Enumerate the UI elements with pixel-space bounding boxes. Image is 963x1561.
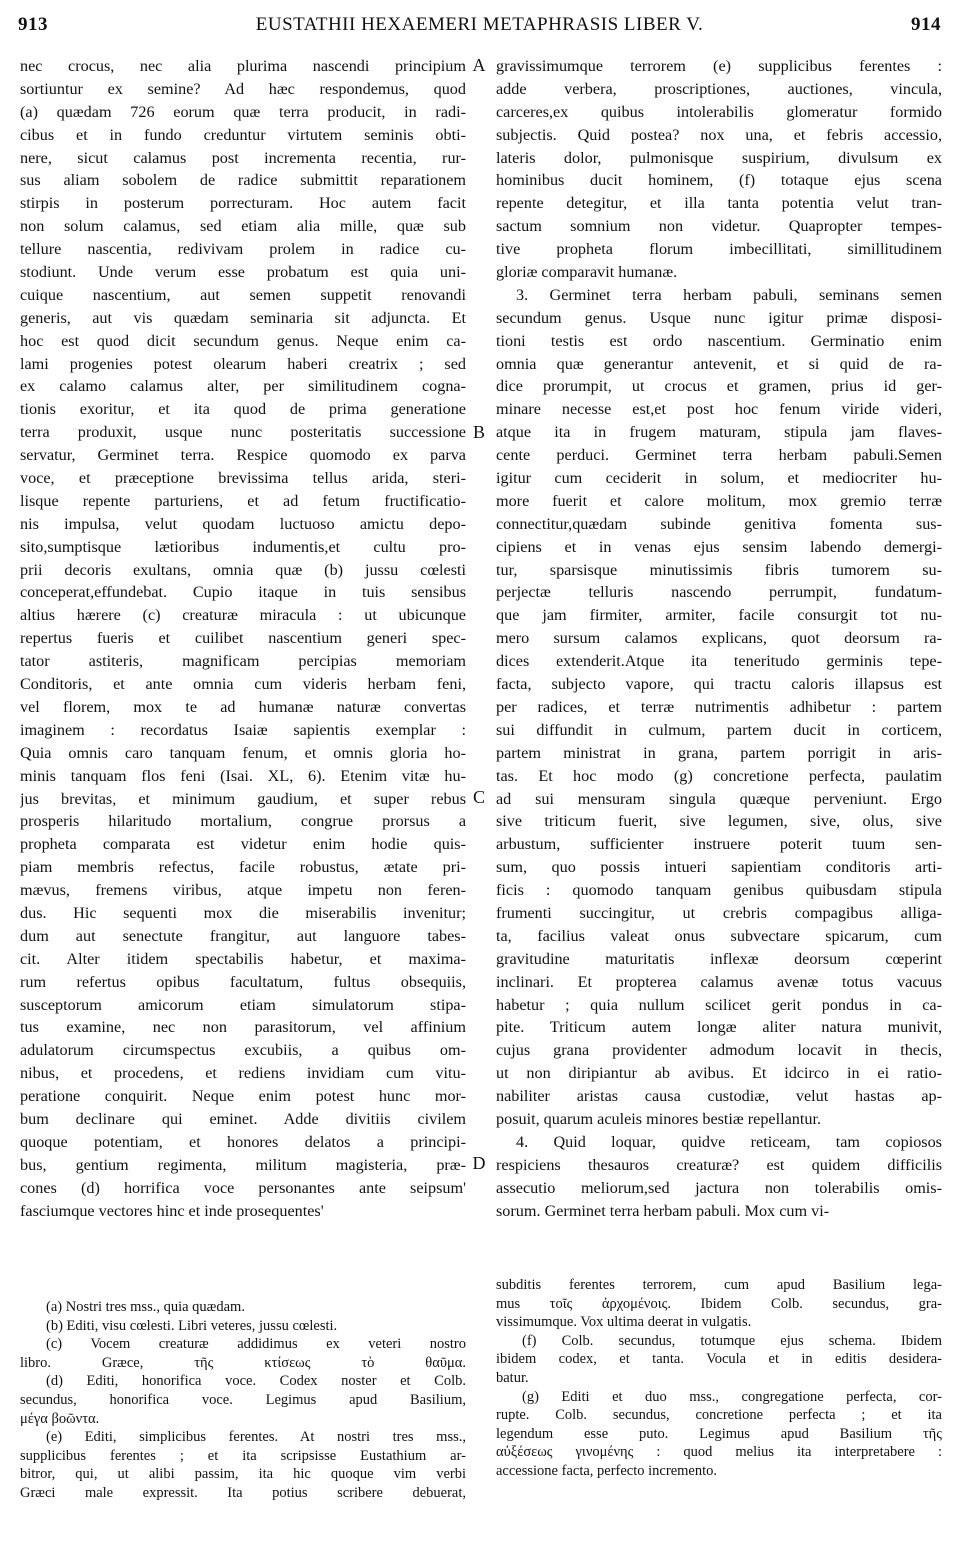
- page-title: EUSTATHII HEXAEMERI METAPHRASIS LIBER V.: [255, 14, 704, 35]
- footnote-line: libro. Græce, τῆς κτίσεως τὸ θαῦμα.: [20, 1354, 466, 1371]
- margin-letter-c: C: [472, 787, 485, 807]
- text-line: hoc est quod dicit secundum genus. Neque enim ca-: [20, 331, 466, 350]
- text-line: ad sui mensuram singula quæque perveniunt. Ergo: [496, 789, 942, 808]
- footnote-line: subditis ferentes terrorem, cum apud Basilium lega-: [496, 1277, 942, 1293]
- text-line: que jam firmiter, armiter, facile consurgit tot nu-: [496, 606, 942, 625]
- text-line: sortiuntur ex semine? Ad hæc respondemus, quod: [20, 79, 466, 98]
- margin-letter-a: A: [472, 55, 486, 75]
- text-line: (a) quædam 726 eorum quæ terra producit, in radi-: [20, 102, 466, 121]
- page-number-right: 914: [911, 14, 941, 35]
- text-line: partem ministrat in grana, partem porrigit in aris-: [496, 743, 942, 762]
- footnote-line: rupte. Colb. secundus, concretione perfecta ; et ita: [496, 1407, 942, 1424]
- footnote-line: accessione facta, perfecto incremento.: [496, 1462, 717, 1479]
- text-line: posuit, quarum aculeis minores bestiæ repellantur.: [496, 1109, 822, 1128]
- footnote-line: bitror, qui, ut alibi passim, ita hic quoque vim verbi: [20, 1466, 466, 1483]
- text-line: mero sursum calamos explicans, quot deorsum ra-: [496, 629, 942, 648]
- text-line: cibus et in fundo creduntur virtutem seminis obti-: [20, 125, 466, 144]
- text-line: stodiunt. Unde verum esse probatum est quia uni-: [20, 263, 466, 282]
- right-text-column: [496, 55, 942, 1222]
- footnote-line: (c) Vocem creaturæ addidimus ex veteri nostro: [46, 1336, 466, 1353]
- text-line: cipiens et in venas ejus sensim labendo demergi-: [496, 537, 942, 556]
- text-line: Conditoris, et ante omnia cum videris herbam feni,: [20, 675, 466, 694]
- text-line: sus aliam sobolem de radice submittit reparationem: [20, 171, 466, 190]
- text-line: 3. Germinet terra herbam pabuli, seminans semen: [516, 285, 942, 304]
- text-line: cit. Alter itidem spectabilis habetur, et maxima-: [20, 949, 466, 968]
- text-line: tur, sparsisque minutissimis fibris tumorem su-: [496, 560, 942, 579]
- footnote-line: secundus, honorifica voce. Legimus apud Basilium,: [20, 1391, 466, 1408]
- text-line: nec crocus, nec alia plurima nascendi principium: [20, 57, 466, 75]
- text-line: tive propheta florum imbecillitati, simillitudinem: [496, 240, 942, 259]
- text-line: repertus fueris et cuilibet nascentium generi spec-: [20, 629, 466, 648]
- text-line: dice prorumpit, ut crocus et gramen, prius id ger-: [496, 377, 942, 396]
- text-line: sui diffundit in culmum, partem ducit in corticem,: [496, 720, 942, 739]
- margin-letter-b: B: [472, 422, 485, 442]
- text-line: sum, quo possis intueri sapientiam conditoris arti-: [496, 858, 942, 877]
- text-line: adulatorum circumspectus excubiis, a quibus om-: [20, 1041, 466, 1060]
- footnote-line: (f) Colb. secundus, totumque ejus schema. Ibidem: [522, 1332, 942, 1349]
- left-footnotes: [20, 1298, 466, 1503]
- footnote-line: supplicibus ferentes ; et ita scripsisse Eustathium ar-: [20, 1447, 466, 1464]
- text-line: lami progenies potest olearum haberi creatrix ; sed: [20, 354, 466, 373]
- text-line: prii decoris exultans, omnia quæ (b) jussu cœlesti: [20, 560, 466, 579]
- page-number-left: 913: [18, 14, 48, 35]
- text-line: cones (d) horrifica voce personantes ante seipsum': [20, 1178, 466, 1197]
- text-line: servatur, Germinet terra. Respice quomodo ex parva: [20, 446, 466, 465]
- text-line: jus brevitas, et minimum gaudium, et super rebus: [20, 789, 466, 808]
- text-line: vel florem, mox te ad humanæ naturæ convertas: [20, 697, 466, 716]
- running-head: [18, 14, 941, 44]
- text-line: sito,sumptisque lætioribus indumentis,et cultu pro-: [20, 537, 466, 556]
- footnote-line: legendum esse puto. Legimus apud Basilium τῆς: [496, 1425, 942, 1442]
- text-line: igitur cum ceciderit in solum, et mediocriter hu-: [496, 469, 942, 488]
- text-line: ta, facilius valeat onus subvectare spicarum, cum: [496, 926, 942, 945]
- text-line: tioni testis est ordo nascentium. Germinatio enim: [496, 331, 942, 350]
- footnote-line: batur.: [496, 1369, 529, 1386]
- text-line: rum refertus opibus facultatum, fultus obsequiis,: [20, 972, 466, 991]
- text-line: perjectæ telluris nascendo perrumpit, fundatum-: [496, 583, 942, 602]
- text-line: dus. Hic sequenti mox die miserabilis invenitur;: [20, 903, 466, 922]
- text-line: piam membris refectus, facile robustus, ætate pri-: [20, 858, 466, 877]
- text-line: 4. Quid loquar, quidve reticeam, tam copiosos: [516, 1132, 942, 1151]
- text-line: repente detegitur, et illa tanta potentia velut tran-: [496, 194, 942, 213]
- text-line: susceptorum amicorum etiam simulatorum stipa-: [20, 995, 466, 1014]
- text-line: nibus, et procedens, et rediens invidiam cum vitu-: [20, 1064, 466, 1083]
- text-line: habetur ; quia nullum scilicet gerit pondus in ca-: [496, 995, 942, 1014]
- footnote-line: Græci male expressit. Ita potius scribere debuerat,: [20, 1484, 466, 1501]
- footnote-line: αὐξέσεως γινομένης : quod melius ita interpretabere :: [496, 1444, 942, 1461]
- text-line: arbustum, sufficienter instruere poterit tuum sen-: [496, 835, 942, 854]
- text-line: adde verbera, proscriptiones, auctiones, vincula,: [496, 79, 942, 98]
- text-line: nere, sicut calamus post incrementa recentia, rur-: [20, 148, 466, 167]
- text-line: ut non diripiantur ab avibus. Et idcirco in ei ratio-: [496, 1064, 942, 1083]
- text-line: quoque potentiam, et honores delatos a principi-: [20, 1132, 466, 1151]
- text-line: pite. Triticum autem longæ aliter natura munivit,: [496, 1018, 942, 1037]
- text-line: facta, subjecto vapore, qui tractu caloris illapsus est: [496, 675, 942, 694]
- text-line: propheta comparata est videtur enim hodie quis-: [20, 835, 466, 854]
- text-line: sactum somnium non videtur. Quapropter tempes-: [496, 217, 942, 236]
- text-line: gravitudine maturitatis inflexæ deorsum cœperint: [496, 949, 942, 968]
- left-text-column: [20, 55, 466, 1222]
- text-line: more fuerit et calore molitum, mox gremio terræ: [496, 491, 942, 510]
- footnote-line: μέγα βοῶντα.: [20, 1410, 100, 1427]
- text-line: subjectis. Quid postea? nox una, et febris accessio,: [496, 125, 942, 144]
- text-line: respiciens thesauros creaturæ? est quidem difficilis: [496, 1155, 942, 1174]
- text-line: peratione conquirit. Neque enim potest hunc mor-: [20, 1087, 466, 1106]
- text-line: terra produxit, usque nunc posteritatis successione: [20, 423, 466, 442]
- text-line: gloriæ comparavit humanæ.: [496, 263, 678, 282]
- text-line: connectitur,quædam subinde genitiva fomenta sus-: [496, 514, 942, 533]
- text-line: nabiliter aristas causa custodiæ, velut hastas ap-: [496, 1087, 942, 1106]
- footnote-line: (e) Editi, simplicibus ferentes. At nostri tres mss.,: [46, 1429, 466, 1446]
- footnote-line: (d) Editi, honorifica voce. Codex noster et Colb.: [46, 1373, 466, 1390]
- text-line: minare necesse est,et post hoc fenum viride videri,: [496, 400, 942, 419]
- text-line: tus examine, nec non parasitorum, vel affinium: [20, 1018, 466, 1037]
- text-line: mævus, fremens viribus, atque impetu non feren-: [20, 881, 466, 900]
- text-line: prosperis hilaritudo mortalium, congrue prorsus a: [20, 812, 466, 831]
- text-line: gravissimumque terrorem (e) supplicibus ferentes :: [496, 57, 942, 75]
- text-line: ficis : quomodo tanquam genibus quibusdam stipula: [496, 881, 942, 900]
- text-line: nis impulsa, velut quodam luctuoso amictu depo-: [20, 514, 466, 533]
- text-line: non solum calamus, sed etiam alia mille, quæ sub: [20, 217, 466, 236]
- footnote-line: vissimumque. Vox ultima deerat in vulgatis.: [496, 1314, 752, 1331]
- text-line: tionis exoritur, et ita quod de prima generatione: [20, 400, 466, 419]
- text-line: tator astiteris, magnificam percipias memoriam: [20, 652, 466, 671]
- text-line: sive triticum fuerit, sive legumen, sive, olus, sive: [496, 812, 942, 831]
- text-line: per radices, et terræ nutrimentis adhibetur : partem: [496, 697, 942, 716]
- text-line: lateris dolor, pulmonisque suspirium, divulsum ex: [496, 148, 942, 167]
- footnote-line: (a) Nostri tres mss., quia quædam.: [46, 1299, 245, 1315]
- text-line: altius hærere (c) creaturæ miracula : ut ubicunque: [20, 606, 466, 625]
- text-line: secundum genus. Usque nunc igitur primæ disposi-: [496, 308, 942, 327]
- text-line: minis tanquam flos feni (Isai. XL, 6). Etenim vitæ hu-: [20, 766, 466, 785]
- text-line: fasciumque vectores hinc et inde prosequentes': [20, 1201, 324, 1220]
- text-line: cente perduci. Germinet terra herbam pabuli.Semen: [496, 446, 942, 465]
- footnote-line: mus τοῖς ἀρχομένοις. Ibidem Colb. secundus, gra-: [496, 1295, 942, 1312]
- text-line: inclinari. Et propterea calamus avenæ totus vacuus: [496, 972, 942, 991]
- text-line: tellure nascentia, redivivam prolem in radice cu-: [20, 240, 466, 259]
- text-line: conceperat,effundebat. Cupio itaque in tuis sensibus: [20, 583, 466, 602]
- text-line: generis, aut vis quædam seminaria sit adjuncta. Et: [20, 308, 466, 327]
- right-footnotes: [496, 1276, 942, 1481]
- text-line: Quia omnis caro tanquam fenum, et omnis gloria ho-: [20, 743, 466, 762]
- text-line: imaginem : recordatus Isaiæ sapientis exemplar :: [20, 720, 466, 739]
- text-line: cuique nascentium, aut semen suppetit renovandi: [20, 285, 466, 304]
- footnote-line: (b) Editi, visu cœlesti. Libri veteres, jussu cœlesti.: [46, 1317, 338, 1334]
- text-line: tas. Et hoc modo (g) concretione perfecta, paulatim: [496, 766, 942, 785]
- text-line: stirpis in posterum porrecturam. Hoc autem facit: [20, 194, 466, 213]
- text-line: voce, et præceptione brevissima tellus arida, steri-: [20, 469, 466, 488]
- text-line: frumenti succingitur, ut crebris compagibus alliga-: [496, 903, 942, 922]
- text-line: carceres,ex quibus intolerabilis glomeratur formido: [496, 102, 942, 121]
- text-line: atque ita in frugem maturam, stipula jam flaves-: [496, 423, 942, 442]
- text-line: bum declinare qui eminet. Adde divitiis civilem: [20, 1109, 466, 1128]
- margin-letter-d: D: [472, 1153, 486, 1173]
- text-line: omnia quæ generantur antevenit, et si quid de ra-: [496, 354, 942, 373]
- text-line: hominibus ducit hominem, (f) totaque ejus scena: [496, 171, 942, 190]
- text-line: lisque repente parturiens, et ad fetum fructificatio-: [20, 491, 466, 510]
- text-line: bus, gentium regimenta, militum magisteria, præ-: [20, 1155, 466, 1174]
- text-line: cujus grana providenter admodum locavit in thecis,: [496, 1041, 942, 1060]
- text-line: dices extenderit.Atque ita teneritudo germinis tepe-: [496, 652, 942, 671]
- footnote-line: ibidem codex, et tanta. Vocula et in editis desidera-: [496, 1351, 942, 1368]
- text-line: assecutio meliorum,sed jactura non tolerabilis omis-: [496, 1178, 942, 1197]
- text-line: sorum. Germinet terra herbam pabuli. Mox cum vi-: [496, 1201, 830, 1220]
- text-line: dum aut senectute frangitur, aut languore tabes-: [20, 926, 466, 945]
- text-line: ex calamo calamus alter, per similitudinem cogna-: [20, 377, 466, 396]
- footnote-line: (g) Editi et duo mss., congregatione perfecta, cor-: [522, 1388, 942, 1405]
